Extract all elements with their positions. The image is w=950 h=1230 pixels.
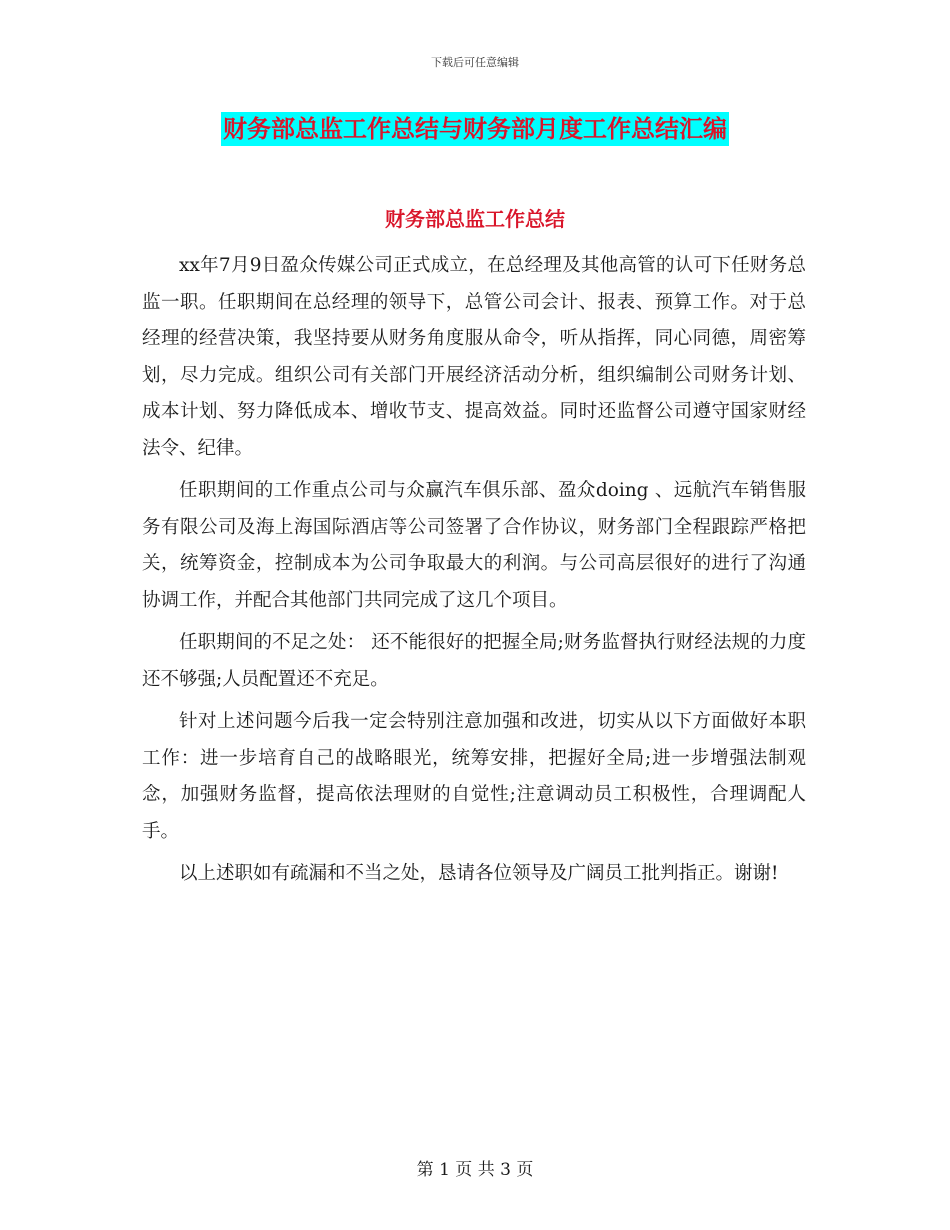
paragraph-5: 以上述职如有疏漏和不当之处，恳请各位领导及广阔员工批判指正。谢谢! — [179, 863, 779, 884]
paragraph-1: xx年7月9日盈众传媒公司正式成立，在总经理及其他高管的认可下任财务总监一职。任职期间在总经理的领导下，总管公司会计、报表、预算工作。对于总经理的经营决策，我坚持要从财务角度服从命令，听从指挥，同心同德，周密筹划，尽力完成。组织公司有关部门开展经济活动分析，组织编制公司财务计划、成本计划、努力降低成本、增收节支、提高效益。同时还监督公司遵守国家财经法令、纪律。 — [142, 255, 806, 459]
main-title-container — [0, 112, 950, 146]
paragraph-2: 任职期间的工作重点公司与众赢汽车俱乐部、盈众doing 、远航汽车销售服务有限公司及海上海国际酒店等公司签署了合作协议，财务部门全程跟踪严格把关，统筹资金，控制成本为公司争取最大的利润。与公司高层很好的进行了沟通协调工作，并配合其他部门共同完成了这几个项目。 — [142, 480, 806, 611]
page-header-note: 下载后可任意编辑 — [431, 56, 519, 69]
paragraph-3: 任职期间的不足之处： 还不能很好的把握全局;财务监督执行财经法规的力度还不够强;人员配置还不充足。 — [142, 632, 806, 690]
paragraph-4: 针对上述问题今后我一定会特别注意加强和改进，切实从以下方面做好本职工作：进一步培育自己的战略眼光，统筹安排，把握好全局;进一步增强法制观念，加强财务监督，提高依法理财的自觉性;注意调动员工积极性，合理调配人手。 — [142, 711, 806, 842]
page-footer: 第 1 页 共 3 页 — [416, 1160, 534, 1180]
document-main-title: 财务部总监工作总结与财务部月度工作总结汇编 — [221, 112, 729, 146]
section-title: 财务部总监工作总结 — [385, 207, 565, 231]
document-body — [142, 248, 806, 899]
